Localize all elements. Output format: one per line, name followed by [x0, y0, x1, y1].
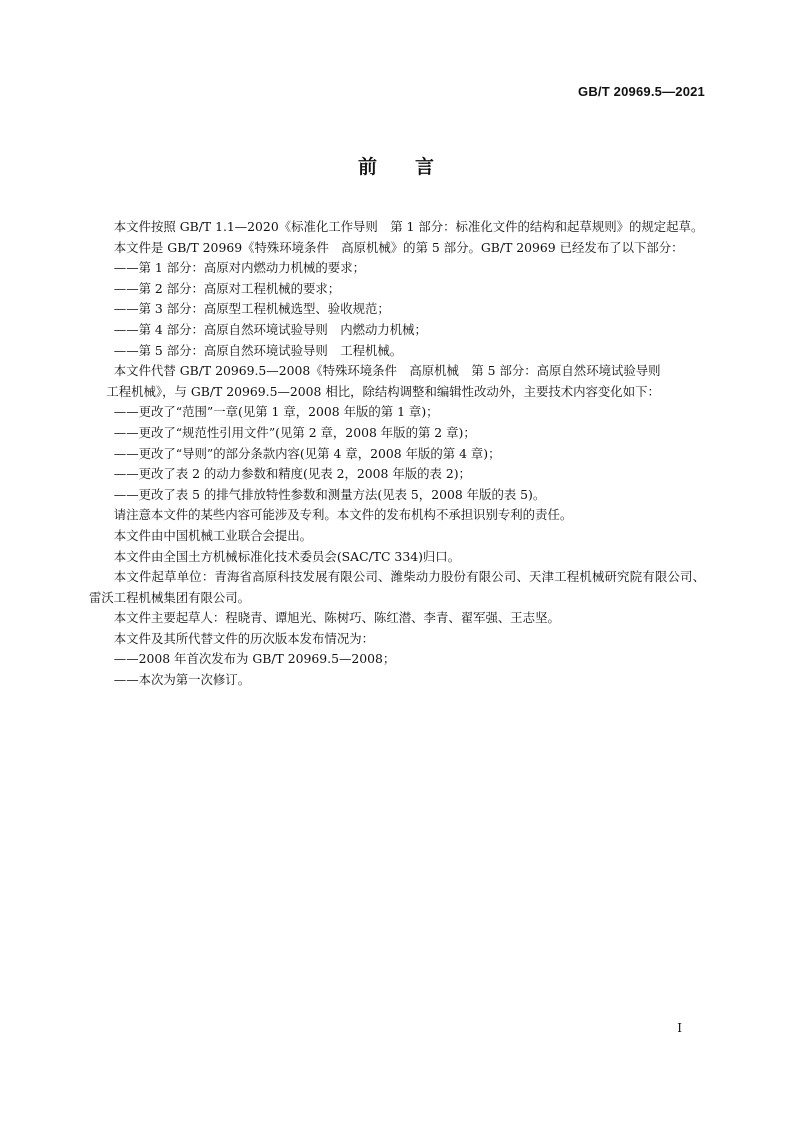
- list-item: ——更改了“范围”一章(见第 1 章，2008 年版的第 1 章)；: [113, 404, 439, 420]
- foreword-body: [89, 217, 705, 691]
- list-item: ——2008 年首次发布为 GB/T 20969.5—2008；: [113, 651, 396, 667]
- standard-number: GB/T 20969.5—2021: [578, 84, 705, 99]
- title-char-1: 前: [357, 156, 379, 178]
- list-item: ——更改了“导则”的部分条款内容(见第 4 章，2008 年版的第 4 章)；: [113, 445, 501, 461]
- paragraph: 请注意本文件的某些内容可能涉及专利。本文件的发布机构不承担识别专利的责任。: [113, 507, 573, 523]
- paragraph: 本文件起草单位：青海省高原科技发展有限公司、潍柴动力股份有限公司、天津工程机械研究院有限公司、雷沃工程机械集团有限公司。: [89, 569, 705, 605]
- paragraph: 本文件由中国机械工业联合会提出。: [113, 527, 313, 543]
- page-title: [0, 152, 794, 179]
- paragraph-continuation: 工程机械》，与 GB/T 20969.5—2008 相比，除结构调整和编辑性改动外，主要技术内容变化如下：: [106, 383, 660, 399]
- list-item: ——第 4 部分：高原自然环境试验导则 内燃动力机械；: [113, 321, 427, 337]
- list-item: ——第 5 部分：高原自然环境试验导则 工程机械。: [113, 342, 403, 358]
- list-item: ——本次为第一次修订。: [113, 672, 251, 688]
- list-item: ——更改了表 2 的动力参数和精度(见表 2，2008 年版的表 2)；: [113, 466, 471, 482]
- list-item: ——第 1 部分：高原对内燃动力机械的要求；: [113, 260, 365, 276]
- list-item: ——第 3 部分：高原型工程机械选型、验收规范；: [113, 301, 390, 317]
- paragraph: 本文件由全国土方机械标准化技术委员会(SAC/TC 334)归口。: [113, 548, 461, 564]
- title-char-2: 言: [415, 156, 437, 178]
- list-item: ——更改了“规范性引用文件”(见第 2 章，2008 年版的第 2 章)；: [113, 424, 476, 440]
- list-item: ——更改了表 5 的排气排放特性参数和测量方法(见表 5，2008 年版的表 5)。: [113, 486, 546, 502]
- list-item: ——第 2 部分：高原对工程机械的要求；: [113, 280, 341, 296]
- paragraph: 本文件及其所代替文件的历次版本发布情况为：: [113, 630, 374, 646]
- paragraph: 本文件主要起草人：程晓青、谭旭光、陈树巧、陈红潜、李青、翟军强、王志坚。: [113, 610, 560, 626]
- paragraph: 本文件按照 GB/T 1.1—2020《标准化工作导则 第 1 部分：标准化文件的结构和起草规则》的规定起草。: [113, 219, 704, 234]
- paragraph: 本文件代替 GB/T 20969.5—2008《特殊环境条件 高原机械 第 5 部分：高原自然环境试验导则: [113, 363, 661, 379]
- paragraph: 本文件是 GB/T 20969《特殊环境条件 高原机械》的第 5 部分。GB/T 20969 已经发布了以下部分：: [113, 239, 684, 255]
- page-number: I: [677, 1021, 682, 1035]
